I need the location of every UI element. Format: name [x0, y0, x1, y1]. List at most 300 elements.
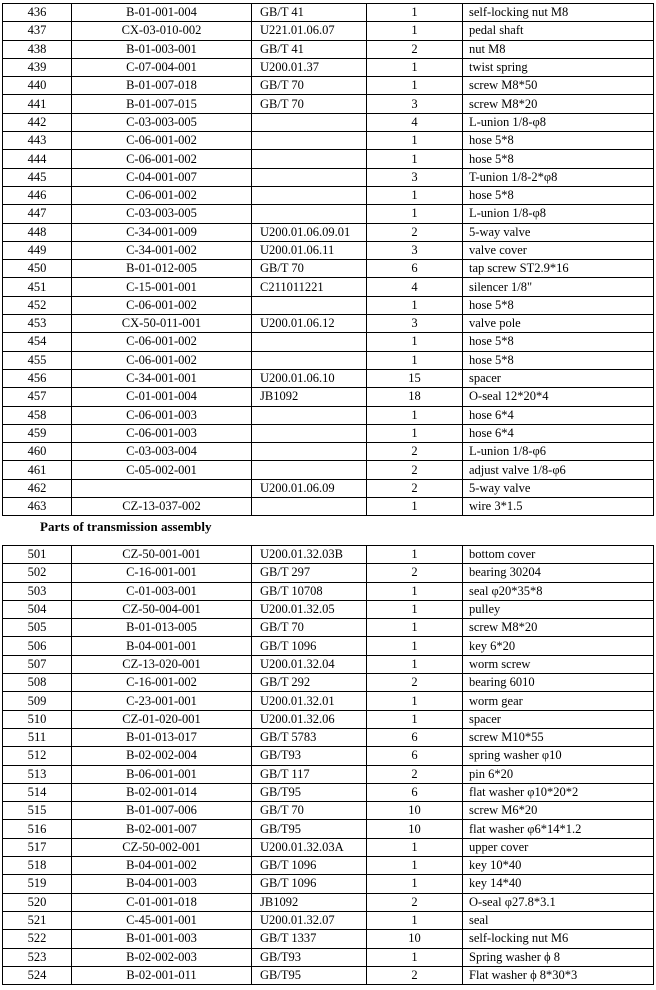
table-row: [3, 260, 654, 278]
item-number: 450: [3, 260, 72, 278]
quantity: 2: [367, 40, 463, 58]
item-number: 502: [3, 564, 72, 582]
item-number: 516: [3, 820, 72, 838]
standard-drawing-number: U200.01.32.07: [252, 911, 367, 929]
standard-drawing-number: [252, 351, 367, 369]
item-number: 454: [3, 333, 72, 351]
part-code: C-45-001-001: [72, 911, 252, 929]
quantity: 2: [367, 765, 463, 783]
quantity: 2: [367, 443, 463, 461]
table-row: [3, 948, 654, 966]
part-description: silencer 1/8": [463, 278, 654, 296]
part-code: B-01-003-001: [72, 40, 252, 58]
standard-drawing-number: U200.01.06.09: [252, 479, 367, 497]
part-code: C-34-001-001: [72, 369, 252, 387]
quantity: 1: [367, 22, 463, 40]
item-number: 519: [3, 875, 72, 893]
standard-drawing-number: [252, 132, 367, 150]
quantity: 1: [367, 58, 463, 76]
part-code: C-01-003-001: [72, 582, 252, 600]
standard-drawing-number: U221.01.06.07: [252, 22, 367, 40]
part-description: self-locking nut M6: [463, 930, 654, 948]
part-code: CZ-13-037-002: [72, 498, 252, 516]
part-code: C-07-004-001: [72, 58, 252, 76]
standard-drawing-number: GB/T93: [252, 747, 367, 765]
part-code: B-01-007-015: [72, 95, 252, 113]
item-number: 507: [3, 655, 72, 673]
item-number: 446: [3, 186, 72, 204]
part-code: B-04-001-003: [72, 875, 252, 893]
part-code: C-06-001-002: [72, 150, 252, 168]
standard-drawing-number: GB/T 1337: [252, 930, 367, 948]
part-description: upper cover: [463, 838, 654, 856]
table-row: [3, 205, 654, 223]
standard-drawing-number: [252, 333, 367, 351]
part-description: bottom cover: [463, 546, 654, 564]
table-row: [3, 674, 654, 692]
part-description: pulley: [463, 600, 654, 618]
part-description: pedal shaft: [463, 22, 654, 40]
standard-drawing-number: [252, 186, 367, 204]
part-code: C-34-001-009: [72, 223, 252, 241]
part-code: B-01-007-018: [72, 77, 252, 95]
item-number: 505: [3, 619, 72, 637]
standard-drawing-number: GB/T93: [252, 948, 367, 966]
quantity: 1: [367, 838, 463, 856]
standard-drawing-number: [252, 443, 367, 461]
part-description: valve cover: [463, 241, 654, 259]
item-number: 448: [3, 223, 72, 241]
item-number: 445: [3, 168, 72, 186]
standard-drawing-number: GB/T 297: [252, 564, 367, 582]
part-description: L-union 1/8-φ8: [463, 113, 654, 131]
quantity: 1: [367, 132, 463, 150]
part-code: B-01-013-017: [72, 728, 252, 746]
part-code: C-01-001-018: [72, 893, 252, 911]
part-code: B-01-012-005: [72, 260, 252, 278]
quantity: 4: [367, 278, 463, 296]
part-code: C-16-001-001: [72, 564, 252, 582]
part-description: spacer: [463, 369, 654, 387]
part-description: screw M8*50: [463, 77, 654, 95]
item-number: 460: [3, 443, 72, 461]
standard-drawing-number: U200.01.06.12: [252, 315, 367, 333]
standard-drawing-number: U200.01.32.05: [252, 600, 367, 618]
part-code: B-02-001-014: [72, 783, 252, 801]
table-row: [3, 4, 654, 22]
standard-drawing-number: U200.01.32.03A: [252, 838, 367, 856]
item-number: 461: [3, 461, 72, 479]
table-row: [3, 820, 654, 838]
table-row: [3, 113, 654, 131]
quantity: 1: [367, 857, 463, 875]
table-row: [3, 479, 654, 497]
part-code: C-06-001-002: [72, 296, 252, 314]
item-number: 504: [3, 600, 72, 618]
item-number: 517: [3, 838, 72, 856]
part-description: hose 5*8: [463, 186, 654, 204]
table-row: [3, 95, 654, 113]
part-code: CX-50-011-001: [72, 315, 252, 333]
standard-drawing-number: [252, 498, 367, 516]
item-number: 509: [3, 692, 72, 710]
table-row: [3, 893, 654, 911]
part-code: CX-03-010-002: [72, 22, 252, 40]
part-description: spacer: [463, 710, 654, 728]
item-number: 520: [3, 893, 72, 911]
part-description: valve pole: [463, 315, 654, 333]
quantity: 6: [367, 747, 463, 765]
quantity: 10: [367, 930, 463, 948]
part-description: hose 5*8: [463, 333, 654, 351]
table-row: [3, 424, 654, 442]
standard-drawing-number: [252, 424, 367, 442]
table-row: [3, 857, 654, 875]
standard-drawing-number: GB/T95: [252, 820, 367, 838]
quantity: 3: [367, 168, 463, 186]
parts-table-transmission: [2, 545, 654, 985]
quantity: 6: [367, 728, 463, 746]
item-number: 512: [3, 747, 72, 765]
part-code: C-06-001-003: [72, 424, 252, 442]
part-description: 5-way valve: [463, 223, 654, 241]
table-row: [3, 443, 654, 461]
item-number: 513: [3, 765, 72, 783]
item-number: 514: [3, 783, 72, 801]
part-code: B-02-001-007: [72, 820, 252, 838]
quantity: 10: [367, 802, 463, 820]
standard-drawing-number: U200.01.37: [252, 58, 367, 76]
part-description: spring washer φ10: [463, 747, 654, 765]
table-row: [3, 22, 654, 40]
part-description: T-union 1/8-2*φ8: [463, 168, 654, 186]
part-code: B-04-001-001: [72, 637, 252, 655]
table-row: [3, 241, 654, 259]
quantity: 1: [367, 637, 463, 655]
item-number: 453: [3, 315, 72, 333]
table-row: [3, 461, 654, 479]
part-description: screw M6*20: [463, 802, 654, 820]
part-code: B-06-001-001: [72, 765, 252, 783]
table-row: [3, 333, 654, 351]
item-number: 518: [3, 857, 72, 875]
quantity: 1: [367, 911, 463, 929]
table-row: [3, 351, 654, 369]
item-number: 463: [3, 498, 72, 516]
table-row: [3, 765, 654, 783]
item-number: 521: [3, 911, 72, 929]
quantity: 1: [367, 406, 463, 424]
quantity: 1: [367, 77, 463, 95]
quantity: 1: [367, 296, 463, 314]
table-row: [3, 150, 654, 168]
standard-drawing-number: GB/T 1096: [252, 875, 367, 893]
part-description: hose 5*8: [463, 296, 654, 314]
part-description: O-seal φ27.8*3.1: [463, 893, 654, 911]
part-code: C-04-001-007: [72, 168, 252, 186]
table-row: [3, 655, 654, 673]
part-description: hose 5*8: [463, 132, 654, 150]
quantity: 1: [367, 600, 463, 618]
part-description: screw M8*20: [463, 95, 654, 113]
part-description: key 6*20: [463, 637, 654, 655]
quantity: 1: [367, 424, 463, 442]
standard-drawing-number: GB/T 70: [252, 802, 367, 820]
quantity: 2: [367, 674, 463, 692]
quantity: 6: [367, 260, 463, 278]
quantity: 2: [367, 223, 463, 241]
item-number: 501: [3, 546, 72, 564]
item-number: 508: [3, 674, 72, 692]
item-number: 459: [3, 424, 72, 442]
part-description: hose 5*8: [463, 150, 654, 168]
quantity: 1: [367, 692, 463, 710]
standard-drawing-number: GB/T95: [252, 783, 367, 801]
part-code: B-01-013-005: [72, 619, 252, 637]
item-number: 439: [3, 58, 72, 76]
item-number: 524: [3, 966, 72, 984]
standard-drawing-number: GB/T 5783: [252, 728, 367, 746]
quantity: 2: [367, 479, 463, 497]
part-description: bearing 6010: [463, 674, 654, 692]
table-row: [3, 582, 654, 600]
standard-drawing-number: GB/T 41: [252, 40, 367, 58]
table-row: [3, 802, 654, 820]
item-number: 438: [3, 40, 72, 58]
quantity: 2: [367, 564, 463, 582]
quantity: 4: [367, 113, 463, 131]
part-code: CZ-50-001-001: [72, 546, 252, 564]
quantity: 1: [367, 498, 463, 516]
item-number: 447: [3, 205, 72, 223]
item-number: 456: [3, 369, 72, 387]
table-row: [3, 930, 654, 948]
part-description: key 14*40: [463, 875, 654, 893]
part-code: B-01-001-004: [72, 4, 252, 22]
standard-drawing-number: GB/T 41: [252, 4, 367, 22]
standard-drawing-number: [252, 150, 367, 168]
item-number: 441: [3, 95, 72, 113]
part-code: B-04-001-002: [72, 857, 252, 875]
part-code: C-03-003-005: [72, 205, 252, 223]
table-row: [3, 692, 654, 710]
standard-drawing-number: [252, 406, 367, 424]
table-row: [3, 168, 654, 186]
table-row: [3, 728, 654, 746]
quantity: 1: [367, 655, 463, 673]
part-code: B-02-001-011: [72, 966, 252, 984]
item-number: 457: [3, 388, 72, 406]
item-number: 510: [3, 710, 72, 728]
part-code: C-05-002-001: [72, 461, 252, 479]
table-row: [3, 966, 654, 984]
part-description: 5-way valve: [463, 479, 654, 497]
table-row: [3, 637, 654, 655]
quantity: 2: [367, 893, 463, 911]
standard-drawing-number: [252, 168, 367, 186]
table-row: [3, 296, 654, 314]
item-number: 515: [3, 802, 72, 820]
part-code: C-06-001-002: [72, 132, 252, 150]
standard-drawing-number: C211011221: [252, 278, 367, 296]
part-code: C-03-003-004: [72, 443, 252, 461]
part-description: worm gear: [463, 692, 654, 710]
standard-drawing-number: JB1092: [252, 893, 367, 911]
part-description: worm screw: [463, 655, 654, 673]
part-description: nut M8: [463, 40, 654, 58]
part-description: pin 6*20: [463, 765, 654, 783]
table-row: [3, 186, 654, 204]
item-number: 440: [3, 77, 72, 95]
table-row: [3, 710, 654, 728]
quantity: 1: [367, 710, 463, 728]
standard-drawing-number: U200.01.06.11: [252, 241, 367, 259]
part-description: hose 6*4: [463, 424, 654, 442]
quantity: 1: [367, 186, 463, 204]
quantity: 1: [367, 582, 463, 600]
item-number: 522: [3, 930, 72, 948]
table-row: [3, 77, 654, 95]
section-title-transmission: Parts of transmission assembly: [40, 519, 212, 534]
table-row: [3, 40, 654, 58]
item-number: 511: [3, 728, 72, 746]
standard-drawing-number: GB/T 292: [252, 674, 367, 692]
part-description: twist spring: [463, 58, 654, 76]
part-description: L-union 1/8-φ6: [463, 443, 654, 461]
standard-drawing-number: JB1092: [252, 388, 367, 406]
item-number: 458: [3, 406, 72, 424]
quantity: 3: [367, 241, 463, 259]
table-row: [3, 783, 654, 801]
table-row: [3, 369, 654, 387]
quantity: 1: [367, 351, 463, 369]
part-code: B-01-007-006: [72, 802, 252, 820]
table-row: [3, 498, 654, 516]
standard-drawing-number: U200.01.06.10: [252, 369, 367, 387]
part-description: flat washer φ10*20*2: [463, 783, 654, 801]
item-number: 506: [3, 637, 72, 655]
quantity: 1: [367, 948, 463, 966]
part-description: O-seal 12*20*4: [463, 388, 654, 406]
part-description: bearing 30204: [463, 564, 654, 582]
item-number: 444: [3, 150, 72, 168]
part-description: Flat washer ϕ 8*30*3: [463, 966, 654, 984]
part-code: CZ-50-002-001: [72, 838, 252, 856]
quantity: 1: [367, 150, 463, 168]
part-code: B-02-002-003: [72, 948, 252, 966]
part-code: CZ-50-004-001: [72, 600, 252, 618]
standard-drawing-number: GB/T 70: [252, 619, 367, 637]
item-number: 436: [3, 4, 72, 22]
quantity: 1: [367, 546, 463, 564]
table-row: [3, 875, 654, 893]
part-description: screw M10*55: [463, 728, 654, 746]
standard-drawing-number: GB/T 1096: [252, 637, 367, 655]
standard-drawing-number: GB/T 70: [252, 260, 367, 278]
standard-drawing-number: [252, 205, 367, 223]
part-description: self-locking nut M8: [463, 4, 654, 22]
standard-drawing-number: GB/T 1096: [252, 857, 367, 875]
standard-drawing-number: U200.01.32.04: [252, 655, 367, 673]
item-number: 437: [3, 22, 72, 40]
part-description: seal φ20*35*8: [463, 582, 654, 600]
part-description: L-union 1/8-φ8: [463, 205, 654, 223]
item-number: 455: [3, 351, 72, 369]
table-row: [3, 911, 654, 929]
table-row: [3, 278, 654, 296]
standard-drawing-number: U200.01.32.03B: [252, 546, 367, 564]
part-description: seal: [463, 911, 654, 929]
part-description: hose 5*8: [463, 351, 654, 369]
table-row: [3, 747, 654, 765]
part-description: wire 3*1.5: [463, 498, 654, 516]
table-row: [3, 619, 654, 637]
quantity: 15: [367, 369, 463, 387]
part-code: C-23-001-001: [72, 692, 252, 710]
standard-drawing-number: [252, 461, 367, 479]
item-number: 451: [3, 278, 72, 296]
part-code: B-01-001-003: [72, 930, 252, 948]
standard-drawing-number: GB/T 10708: [252, 582, 367, 600]
part-code: C-01-001-004: [72, 388, 252, 406]
item-number: 523: [3, 948, 72, 966]
part-code: [72, 479, 252, 497]
quantity: 2: [367, 966, 463, 984]
quantity: 3: [367, 315, 463, 333]
standard-drawing-number: [252, 296, 367, 314]
table-row: [3, 315, 654, 333]
table-row: [3, 406, 654, 424]
item-number: 462: [3, 479, 72, 497]
part-code: C-16-001-002: [72, 674, 252, 692]
quantity: 18: [367, 388, 463, 406]
part-description: tap screw ST2.9*16: [463, 260, 654, 278]
table-row: [3, 223, 654, 241]
item-number: 452: [3, 296, 72, 314]
standard-drawing-number: U200.01.32.01: [252, 692, 367, 710]
part-description: hose 6*4: [463, 406, 654, 424]
item-number: 503: [3, 582, 72, 600]
table-row: [3, 600, 654, 618]
quantity: 1: [367, 619, 463, 637]
quantity: 3: [367, 95, 463, 113]
quantity: 1: [367, 333, 463, 351]
quantity: 2: [367, 461, 463, 479]
standard-drawing-number: GB/T 117: [252, 765, 367, 783]
quantity: 1: [367, 205, 463, 223]
part-description: adjust valve 1/8-φ6: [463, 461, 654, 479]
part-description: screw M8*20: [463, 619, 654, 637]
standard-drawing-number: U200.01.06.09.01: [252, 223, 367, 241]
part-code: C-06-001-002: [72, 351, 252, 369]
standard-drawing-number: GB/T95: [252, 966, 367, 984]
part-code: CZ-13-020-001: [72, 655, 252, 673]
item-number: 442: [3, 113, 72, 131]
quantity: 10: [367, 820, 463, 838]
part-code: C-03-003-005: [72, 113, 252, 131]
part-code: C-06-001-003: [72, 406, 252, 424]
part-code: C-06-001-002: [72, 333, 252, 351]
table-row: [3, 564, 654, 582]
standard-drawing-number: GB/T 70: [252, 77, 367, 95]
table-row: [3, 838, 654, 856]
item-number: 443: [3, 132, 72, 150]
part-code: CZ-01-020-001: [72, 710, 252, 728]
table-row: [3, 546, 654, 564]
quantity: 1: [367, 875, 463, 893]
part-code: C-06-001-002: [72, 186, 252, 204]
standard-drawing-number: U200.01.32.06: [252, 710, 367, 728]
